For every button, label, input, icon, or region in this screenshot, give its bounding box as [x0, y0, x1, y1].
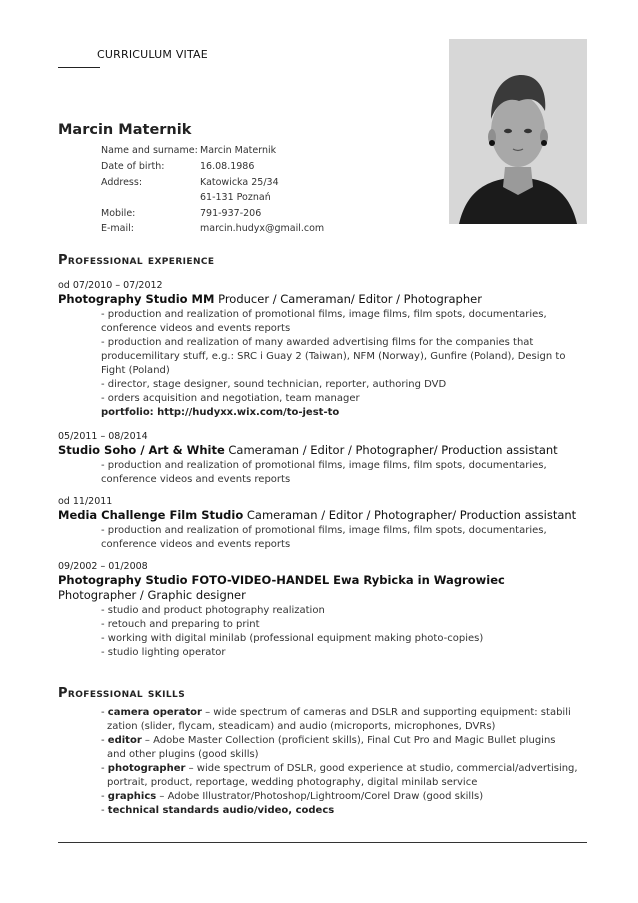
skill-desc-cont: and other plugins (good skills) [107, 749, 259, 760]
skill-term: editor [107, 735, 142, 746]
job-company: Photography Studio MM [58, 292, 215, 306]
portrait-image [449, 39, 587, 224]
job-role: Cameraman / Editor / Photographer/ Production assistant [224, 443, 558, 457]
job-company: Studio Soho / Art & White [58, 443, 225, 457]
job-company: Media Challenge Film Studio [58, 508, 244, 522]
skill-item: - editor – Adobe Master Collection (proficient skills), Final Cut Pro and Magic Bullet plugins [101, 735, 556, 746]
address-line2: 61-131 Poznań [200, 192, 271, 203]
job-role: Producer / Cameraman/ Editor / Photographer [214, 292, 482, 306]
job-title [58, 508, 576, 522]
person-name: Marcin Maternik [58, 122, 192, 138]
skill-item: - graphics – Adobe Illustrator/Photoshop/Lightroom/Corel Draw (good skills) [101, 791, 484, 802]
job-line: - studio and product photography realization [101, 605, 325, 616]
skill-term: camera operator [107, 707, 202, 718]
profile-photo [449, 39, 587, 224]
job-role: Photographer / Graphic designer [58, 588, 246, 602]
job-line: - production and realization of promotional films, image films, film spots, documentaries, [101, 460, 547, 471]
job-company: Photography Studio FOTO-VIDEO-HANDEL Ewa Rybicka in Wagrowiec [58, 573, 505, 587]
mobile-label: Mobile: [101, 208, 136, 219]
email-value[interactable]: marcin.hudyx@gmail.com [200, 223, 325, 234]
job-line: Fight (Poland) [101, 365, 170, 376]
job-title [58, 292, 482, 306]
skill-item: - photographer – wide spectrum of DSLR, good experience at studio, commercial/advertising, [101, 763, 578, 774]
skill-term: photographer [107, 763, 186, 774]
bottom-divider [58, 842, 587, 843]
email-label: E-mail: [101, 223, 134, 234]
skill-item: - technical standards audio/video, codecs [101, 805, 335, 816]
skill-term: technical standards audio/video, codecs [107, 805, 335, 816]
mobile-value: 791-937-206 [200, 208, 262, 219]
name-label: Name and surname: [101, 145, 198, 156]
skill-term: graphics [107, 791, 157, 802]
skill-desc-cont: zation (slider, flycam, steadicam) and audio (microports, microphones, DVRs) [107, 721, 496, 732]
job-date: 05/2011 – 08/2014 [58, 431, 148, 442]
job-title [58, 443, 558, 457]
document-title: CURRICULUM VITAE [97, 48, 208, 61]
job-date: od 11/2011 [58, 496, 113, 507]
job-line: - studio lighting operator [101, 647, 226, 658]
skill-item: - camera operator – wide spectrum of cameras and DSLR and supporting equipment: stabili [101, 707, 571, 718]
experience-heading: Professional experience [58, 253, 215, 268]
name-value: Marcin Maternik [200, 145, 277, 156]
title-underline [58, 67, 100, 68]
job-line: producemilitary stuff, e.g.: SRC i Guay 2 (Taiwan), NFM (Norway), Gunfire (Poland), Design to [101, 351, 566, 362]
job-role: Cameraman / Editor / Photographer/ Production assistant [243, 508, 577, 522]
job-line: - production and realization of promotional films, image films, film spots, documentaries, [101, 309, 547, 320]
job-line: conference videos and events reports [101, 323, 291, 334]
job-line: - director, stage designer, sound technician, reporter, authoring DVD [101, 379, 447, 390]
job-date: od 07/2010 – 07/2012 [58, 280, 163, 291]
job-line: - retouch and preparing to print [101, 619, 260, 630]
dob-value: 16.08.1986 [200, 161, 255, 172]
job-date: 09/2002 – 01/2008 [58, 561, 148, 572]
dob-label: Date of birth: [101, 161, 165, 172]
job-line: conference videos and events reports [101, 539, 291, 550]
portfolio-link[interactable]: portfolio: http://hudyxx.wix.com/to-jest-to [101, 407, 340, 418]
address-label: Address: [101, 177, 143, 188]
job-line: - orders acquisition and negotiation, team manager [101, 393, 360, 404]
skill-desc-cont: portrait, product, reportage, wedding photography, digital minilab service [107, 777, 478, 788]
skill-desc: – Adobe Illustrator/Photoshop/Lightroom/Corel Draw (good skills) [156, 791, 484, 802]
skill-desc: – wide spectrum of DSLR, good experience at studio, commercial/advertising, [185, 763, 578, 774]
skills-heading: Professional skills [58, 686, 186, 701]
job-line: - production and realization of many awarded advertising films for the companies that [101, 337, 534, 348]
skill-desc: – wide spectrum of cameras and DSLR and supporting equipment: stabili [201, 707, 571, 718]
job-line: - production and realization of promotional films, image films, film spots, documentaries, [101, 525, 547, 536]
skill-desc: – Adobe Master Collection (proficient skills), Final Cut Pro and Magic Bullet plugins [141, 735, 556, 746]
job-line: - working with digital minilab (professional equipment making photo-copies) [101, 633, 484, 644]
address-line1: Katowicka 25/34 [200, 177, 279, 188]
job-line: conference videos and events reports [101, 474, 291, 485]
